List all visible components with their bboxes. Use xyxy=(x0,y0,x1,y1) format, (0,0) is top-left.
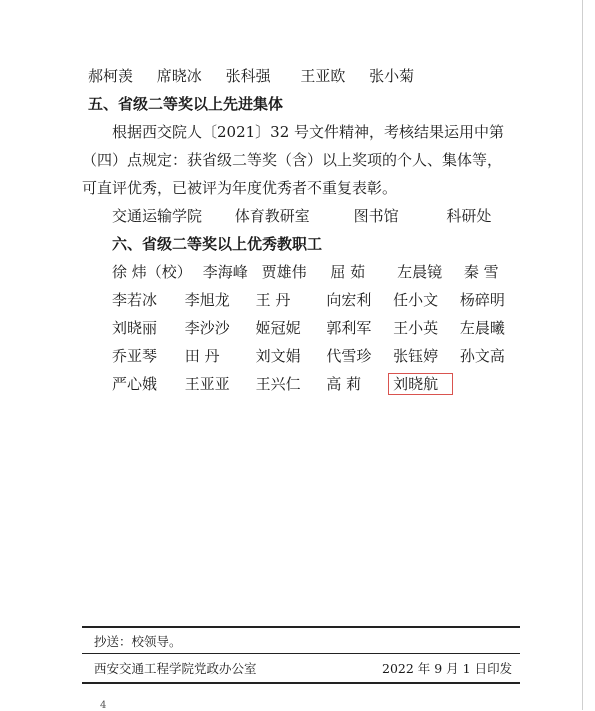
cc-line: 抄送：校领导。 xyxy=(94,634,182,649)
highlighted-name: 刘晓航 xyxy=(389,374,452,394)
name-row xyxy=(112,346,505,366)
name-row xyxy=(112,318,505,338)
footer-rule-bottom xyxy=(82,682,520,684)
name-item: 张小菊 xyxy=(369,67,415,85)
name-item: 乔亚琴 xyxy=(112,347,158,365)
name-item: 郭利军 xyxy=(326,319,372,337)
name-item: 屈 茹 xyxy=(330,263,366,281)
name-item: 席晓冰 xyxy=(156,67,202,85)
page-number: 4 xyxy=(100,700,107,711)
name-item: 张钰婷 xyxy=(393,347,439,365)
name-item: 秦 雪 xyxy=(463,263,499,281)
name-item: 李若冰 xyxy=(112,291,158,309)
name-item: 代雪珍 xyxy=(326,347,372,365)
name-row xyxy=(112,262,499,282)
name-item: 姬冠妮 xyxy=(255,319,301,337)
name-item: 张科强 xyxy=(225,67,271,85)
name-row xyxy=(112,374,452,394)
name-item: 孙文高 xyxy=(459,347,505,365)
name-item: 刘文娟 xyxy=(255,347,301,365)
name-item: 严心娥 xyxy=(112,375,158,393)
name-item: 王小英 xyxy=(393,319,439,337)
paragraph-line: 根据西交院人〔2021〕32 号文件精神，考核结果运用中第 xyxy=(112,123,505,141)
issue-date: 2022 年 9 月 1 日印发 xyxy=(382,661,513,676)
collective-row xyxy=(112,206,491,226)
name-item: 李海峰 xyxy=(202,263,248,281)
name-item: 贾雄伟 xyxy=(261,263,307,281)
name-row xyxy=(88,66,414,86)
name-item: 李沙沙 xyxy=(184,319,230,337)
collective-item: 图书馆 xyxy=(353,207,399,225)
footer-rule-top xyxy=(82,626,520,628)
name-item: 左晨镜 xyxy=(397,263,443,281)
collective-item: 科研处 xyxy=(446,207,492,225)
page-edge xyxy=(582,0,583,710)
name-row xyxy=(112,290,505,310)
collective-item: 交通运输学院 xyxy=(112,207,203,225)
name-item: 高 莉 xyxy=(326,375,362,393)
paragraph-line: 可直评优秀，已被评为年度优秀者不重复表彰。 xyxy=(82,179,398,197)
name-item: 王 丹 xyxy=(255,291,291,309)
name-item: 徐 炜（校） xyxy=(112,263,192,281)
collective-item: 体育教研室 xyxy=(234,207,310,225)
name-item: 王亚欧 xyxy=(300,67,346,85)
section-heading-6: 六、省级二等奖以上优秀教职工 xyxy=(112,235,323,253)
name-item: 李旭龙 xyxy=(184,291,230,309)
footer-rule-middle xyxy=(82,653,520,654)
section-heading-5: 五、省级二等奖以上先进集体 xyxy=(88,95,284,113)
name-item: 王亚亚 xyxy=(184,375,230,393)
name-item: 任小文 xyxy=(393,291,439,309)
name-item: 郝柯羡 xyxy=(88,67,134,85)
name-item: 田 丹 xyxy=(184,347,220,365)
issuer: 西安交通工程学院党政办公室 xyxy=(94,661,257,676)
name-item: 杨碎明 xyxy=(459,291,505,309)
name-item: 王兴仁 xyxy=(255,375,301,393)
paragraph-line: （四）点规定：获省级二等奖（含）以上奖项的个人、集体等， xyxy=(82,151,503,169)
name-item: 刘晓丽 xyxy=(112,319,158,337)
name-item: 向宏利 xyxy=(326,291,372,309)
name-item: 左晨曦 xyxy=(459,319,505,337)
